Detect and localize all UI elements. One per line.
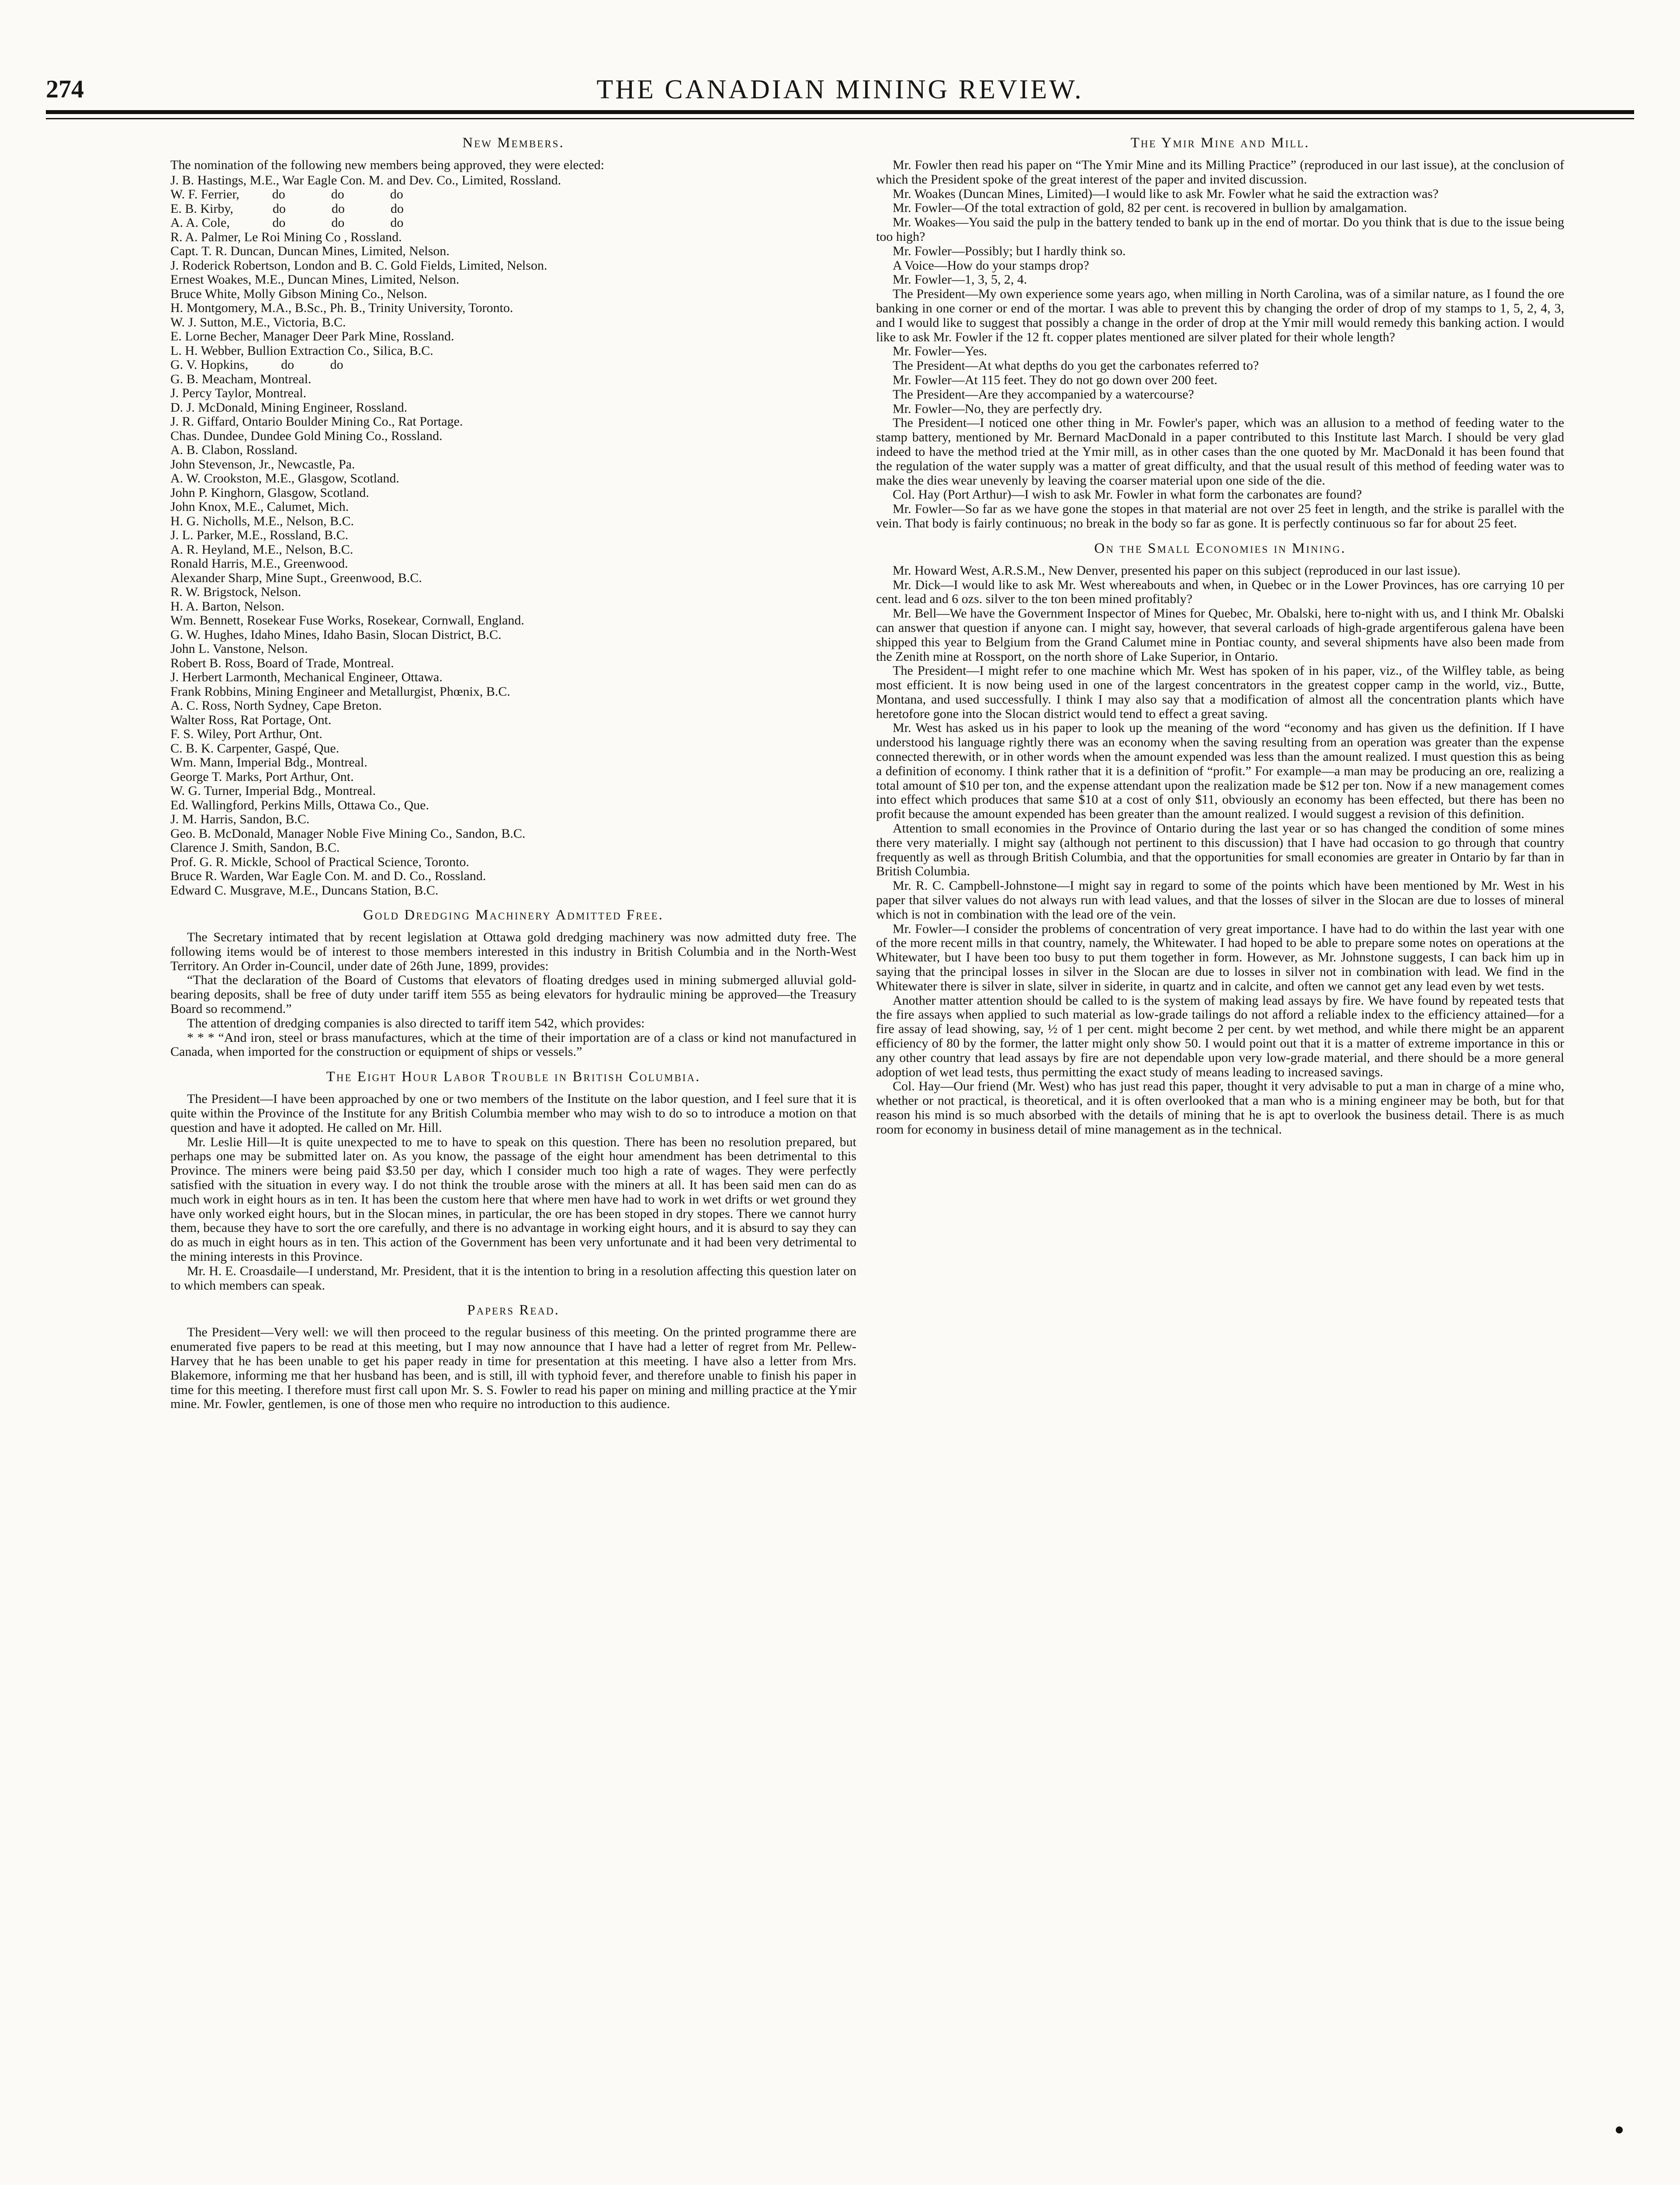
member-entry: A. R. Heyland, M.E., Nelson, B.C. xyxy=(170,542,353,557)
member-entry: Frank Robbins, Mining Engineer and Metallurgist, Phœnix, B.C. xyxy=(170,684,510,699)
member-entry: W. G. Turner, Imperial Bdg., Montreal. xyxy=(170,784,376,798)
member-entry: H. G. Nicholls, M.E., Nelson, B.C. xyxy=(170,513,354,528)
eight-hour-body xyxy=(170,1092,856,1293)
member-entry: Geo. B. McDonald, Manager Noble Five Mining Co., Sandon, B.C. xyxy=(170,826,526,841)
member-entry: G. W. Hughes, Idaho Mines, Idaho Basin, Slocan District, B.C. xyxy=(170,627,502,642)
member-entry: Alexander Sharp, Mine Supt., Greenwood, B.C. xyxy=(170,570,422,585)
paragraph: Mr. Fowler—At 115 feet. They do not go down over 200 feet. xyxy=(893,372,1218,387)
paragraph: Mr. R. C. Campbell-Johnstone—I might say in regard to some of the points which have been mentioned by Mr. West in his paper that silver values do not always run with lead values, and that the losses of silver in the Slocan are due to losses of mineral which is not in combination with the lead ore of the vein. xyxy=(876,878,1564,922)
paragraph: The President—At what depths do you get the carbonates referred to? xyxy=(893,358,1259,373)
member-entry: E. Lorne Becher, Manager Deer Park Mine, Rossland. xyxy=(170,329,454,343)
paragraph: Mr. Bell—We have the Government Inspector of Mines for Quebec, Mr. Obalski, here to-night with us, and I think Mr. Obalski can answer that question if anyone can. I might say, however, that several carloads of high-grade argentiferous galena have been shipped this year to Belgium from the Grand Calumet mine in Pontiac county, and several shipments have also been made from the Zenith mine at Rossport, on the north shore of Lake Superior, in Ontario. xyxy=(876,606,1564,664)
member-entry: W. J. Sutton, M.E., Victoria, B.C. xyxy=(170,315,346,329)
member-entry: J. Percy Taylor, Montreal. xyxy=(170,386,307,400)
section-title-gold-dredging: Gold Dredging Machinery Admitted Free. xyxy=(363,907,664,923)
member-entry: Bruce White, Molly Gibson Mining Co., Nelson. xyxy=(170,286,427,301)
member-entry: Edward C. Musgrave, M.E., Duncans Station, B.C. xyxy=(170,883,439,898)
paragraph: Mr. Leslie Hill—It is quite unexpected to me to have to speak on this question. There has been no resolution prepared, but perhaps one may be submitted later on. As you know, the passage of the eight hour amendment has been detrimental to this Province. The miners were being paid $3.50 per day, which I consider much too high a rate of wages. They were perfectly satisfied with the situation in every way. I do not think the trouble arose with the miners at all. It has been said men can do as much work in eight hours as in ten. It has been the custom here that where men have had to work in wet drifts or wet ground they have only worked eight hours, but in the Slocan mines, in particular, the ore has been stoped in dry stopes. There we cannot hurry them, because they have to sort the ore carefully, and there is no advantage in working eight hours, and it is absurd to say they can do as much in eight hours as in ten. This action of the Government has been very unfortunate and it had been very detrimental to the mining interests in this Province. xyxy=(170,1134,856,1264)
paragraph: The President—I noticed one other thing in Mr. Fowler's paper, which was an allusion to a method of feeding water to the stamp battery, mentioned by Mr. Bernard MacDonald in a paper contributed to this Institute last March. I should be very glad indeed to have the method tried at the Ymir mill, as in other cases than the one quoted by Mr. MacDonald it has been found that the regulation of the water supply was a matter of great difficulty, and that the usual result of this method of feeding water was to make the dies wear unevenly by leaving the coarser material upon one side of the die. xyxy=(876,416,1564,488)
paragraph: Mr. Fowler—So far as we have gone the stopes in that material are not over 25 feet in length, and the strike is parallel with the vein. That body is fairly continuous; no break in the body so far as gone. It is perfectly continuous so far for about 25 feet. xyxy=(876,502,1564,531)
paragraph: A Voice—How do your stamps drop? xyxy=(893,258,1089,273)
member-entry: John L. Vanstone, Nelson. xyxy=(170,642,308,656)
ymir-body xyxy=(876,158,1564,531)
quoted-order: “That the declaration of the Board of Customs that elevators of floating dredges used in mining submerged alluvial gold-bearing deposits, shall be free of duty under tariff item 555 as being elevators for hydraulic mining be approved—the Treasury Board so recommend.” xyxy=(170,973,856,1016)
member-entry: Ed. Wallingford, Perkins Mills, Ottawa Co., Que. xyxy=(170,798,429,812)
member-entry: A. A. Cole, do do do xyxy=(170,215,404,230)
member-entry: J. L. Parker, M.E., Rossland, B.C. xyxy=(170,528,349,542)
papers-read-body xyxy=(170,1325,856,1412)
page-number: 274 xyxy=(46,75,84,103)
paragraph: The President—I might refer to one machine which Mr. West has spoken of in his paper, viz., of the Wilfley table, as being most efficient. It is now being used in one of the largest concentrators in the greatest copper camp in the world, viz., Butte, Montana, and used successfully. I think I may also say that a modification of almost all the concentration plants which have heretofore gone into the Slocan district would tend to effect a great saving. xyxy=(876,663,1564,721)
member-entry: J. R. Giffard, Ontario Boulder Mining Co., Rat Portage. xyxy=(170,414,463,429)
paragraph: Mr. Dick—I would like to ask Mr. West whereabouts and when, in Quebec or in the Lower Provinces, has ore carrying 10 per cent. lead and 6 ozs. silver to the ton been mined profitably? xyxy=(876,577,1564,607)
paragraph: Mr. Fowler—Of the total extraction of gold, 82 per cent. is recovered in bullion by amalgamation. xyxy=(893,201,1407,215)
members-list xyxy=(170,173,856,898)
paragraph: Mr. Fowler—Yes. xyxy=(893,344,987,359)
paragraph: Mr. Fowler—I consider the problems of concentration of very great importance. I have had to do within the last year with one of the more recent mills in that country, namely, the Whitewater. I had hoped to be able to prepare some notes on operations at the Whitewater, but I have been too busy to put them together in form. However, as Mr. Johnstone suggests, I can back him up in saying that the principal losses in silver in the Slocan are due to losses in silver not in combination with lead. We find in the Whitewater there is silver in slate, silver in siderite, in quartz and in calcite, and often we cannot get any lead even by wet tests. xyxy=(876,921,1564,993)
paragraph: The President—I have been approached by one or two members of the Institute on the labor question, and I feel sure that it is quite within the Province of the Institute for any British Columbia member who may wish to do so to introduce a motion on that question and have it adopted. He called on Mr. Hill. xyxy=(170,1092,856,1135)
section-title-papers-read: Papers Read. xyxy=(467,1302,560,1318)
member-entry: Ronald Harris, M.E., Greenwood. xyxy=(170,556,348,571)
member-entry: J. M. Harris, Sandon, B.C. xyxy=(170,812,310,826)
gold-dredging-body xyxy=(170,930,856,1059)
member-entry: George T. Marks, Port Arthur, Ont. xyxy=(170,769,354,784)
paragraph: Mr. Fowler—1, 3, 5, 2, 4. xyxy=(893,272,1027,287)
member-entry: John Stevenson, Jr., Newcastle, Pa. xyxy=(170,457,355,472)
member-entry: R. A. Palmer, Le Roi Mining Co , Rossland. xyxy=(170,229,402,244)
paragraph: Mr. Woakes (Duncan Mines, Limited)—I would like to ask Mr. Fowler what he said the extraction was? xyxy=(893,186,1439,201)
paragraph: The attention of dredging companies is also directed to tariff item 542, which provides: xyxy=(187,1016,645,1030)
new-members-intro: The nomination of the following new members being approved, they were elected: xyxy=(170,158,605,172)
quoted-tariff: * * * “And iron, steel or brass manufactures, which at the time of their importation are of a class or kind not manufactured in Canada, when imported for the construction or equipment of ships or vessels.” xyxy=(170,1030,856,1059)
member-entry: G. V. Hopkins, do do xyxy=(170,357,343,372)
member-entry: Wm. Bennett, Rosekear Fuse Works, Rosekear, Cornwall, England. xyxy=(170,613,524,628)
member-entry: Prof. G. R. Mickle, School of Practical Science, Toronto. xyxy=(170,854,469,869)
paragraph: The President—Are they accompanied by a watercourse? xyxy=(893,387,1194,402)
member-entry: A. B. Clabon, Rossland. xyxy=(170,443,298,457)
left-column xyxy=(170,133,856,2185)
paragraph: Mr. Woakes—You said the pulp in the battery tended to bank up in the end of mortar. Do you think that is due to the issue being too high? xyxy=(876,215,1564,244)
section-title-new-members: New Members. xyxy=(462,135,565,151)
member-entry: L. H. Webber, Bullion Extraction Co., Silica, B.C. xyxy=(170,343,433,358)
paragraph: Another matter attention should be called to is the system of making lead assays by fire. We have found by repeated tests that the fire assays when applied to such material as low-grade tailings do not afford a reliable index to the efficiency attained—for a fire assay of lead showing, say, ½ of 1 per cent. might become 2 per cent. by wet method, and while there might be an apparent efficiency of 80 by the former, the latter might only show 50. I would point out that it is a matter of extreme importance in this or any other country that lead assays by fire are not dependable upon very low-grade material, and there should be a more general adoption of wet lead tests, thus permitting the exact study of means leading to increased savings. xyxy=(876,993,1564,1079)
paragraph: Mr. Howard West, A.R.S.M., New Denver, presented his paper on this subject (reproduced in our last issue). xyxy=(893,563,1461,578)
paragraph: The President—Very well: we will then proceed to the regular business of this meeting. On the printed programme there are enumerated five papers to be read at this meeting, but I may now announce that I have had a letter of regret from Mr. Pellew-Harvey that he has been unable to get his paper ready in time for presentation at this meeting. I have also a letter from Mrs. Blakemore, informing me that her husband has been, and is still, ill with typhoid fever, and therefore unable to finish his paper in time for this meeting. I therefore must first call upon Mr. S. S. Fowler to read his paper on mining and milling practice at the Ymir mine. Mr. Fowler, gentlemen, is one of those men who require no introduction to this audience. xyxy=(170,1325,856,1412)
header-rule-thin xyxy=(46,118,1634,119)
member-entry: Capt. T. R. Duncan, Duncan Mines, Limited, Nelson. xyxy=(170,244,450,258)
paragraph: Col. Hay—Our friend (Mr. West) who has just read this paper, thought it very advisable to put a man in charge of a mine who, whether or not practical, is theoretical, and it is often overlooked that a man who is a mining engineer may be both, but for that reason his mind is so much absorbed with the details of mining that he is apt to overlook the business detail. There is as much room for economy in business detail of mine management as in the technical. xyxy=(876,1079,1564,1137)
paragraph: The President—My own experience some years ago, when milling in North Carolina, was of a similar nature, as I found the ore banking in one corner or end of the mortar. I was able to prevent this by changing the order of drop of my stamps to 1, 5, 2, 4, 3, and I would like to suggest that possibly a change in the order of drop at the Ymir mill would remedy this banking action. I would like to ask Mr. Fowler if the 12 ft. copper plates mentioned are silver plated for their whole length? xyxy=(876,287,1564,344)
section-title-ymir: The Ymir Mine and Mill. xyxy=(1130,135,1310,151)
member-entry: A. W. Crookston, M.E., Glasgow, Scotland. xyxy=(170,471,399,486)
section-title-eight-hour: The Eight Hour Labor Trouble in British Columbia. xyxy=(326,1069,701,1085)
member-entry: H. A. Barton, Nelson. xyxy=(170,599,284,614)
member-entry: John Knox, M.E., Calumet, Mich. xyxy=(170,499,349,514)
paragraph: Mr. Fowler then read his paper on “The Ymir Mine and its Milling Practice” (reproduced in our last issue), at the conclusion of which the President spoke of the great interest of the paper and invited discussion. xyxy=(876,158,1564,187)
member-entry: J. B. Hastings, M.E., War Eagle Con. M. and Dev. Co., Limited, Rossland. xyxy=(170,173,561,187)
member-entry: J. Roderick Robertson, London and B. C. Gold Fields, Limited, Nelson. xyxy=(170,258,547,273)
member-entry: John P. Kinghorn, Glasgow, Scotland. xyxy=(170,485,369,500)
paragraph: Mr. West has asked us in his paper to look up the meaning of the word “economy and has given us the definition. If I have understood his language rightly there was an economy when the saving resulting from an operation was greater than the expense connected therewith, or in other words when the amount expended was less than the amount realized. I must question this as being a definition of economy. I think rather that it is a definition of “profit.” For example—a man may be producing an ore, realizing a total amount of $10 per ton, and the expense attendant upon the realization made be $12 per ton. Now if a new management comes into effect which produces that same $10 at a cost of only $11, obviously an economy has been effected, but there has been no profit because the amount expended has been greater than the amount realized. I would suggest a revision of this definition. xyxy=(876,721,1564,822)
member-entry: Clarence J. Smith, Sandon, B.C. xyxy=(170,840,340,855)
member-entry: A. C. Ross, North Sydney, Cape Breton. xyxy=(170,698,382,713)
member-entry: Wm. Mann, Imperial Bdg., Montreal. xyxy=(170,755,367,770)
small-economies-body xyxy=(876,564,1564,1137)
paragraph: Mr. Fowler—Possibly; but I hardly think so. xyxy=(893,243,1126,258)
right-column xyxy=(876,133,1564,2185)
stray-dot-mark xyxy=(1616,2126,1623,2133)
masthead-title: THE CANADIAN MINING REVIEW. xyxy=(596,75,1084,104)
member-entry: E. B. Kirby, do do do xyxy=(170,201,404,216)
member-entry: Bruce R. Warden, War Eagle Con. M. and D. Co., Rossland. xyxy=(170,869,486,883)
member-entry: D. J. McDonald, Mining Engineer, Rossland. xyxy=(170,400,408,415)
paragraph: Attention to small economies in the Province of Ontario during the last year or so has changed the condition of some mines there very materially. I might say (although not pertinent to this discussion) that I have had occasion to go through that country frequently as well as through British Columbia, and that the opportunities for small economies are greater in Ontario by far than in British Columbia. xyxy=(876,821,1564,879)
paragraph: Mr. Fowler—No, they are perfectly dry. xyxy=(893,401,1102,416)
paragraph: The Secretary intimated that by recent legislation at Ottawa gold dredging machinery was now admitted duty free. The following items would be of interest to those members interested in this industry in British Columbia and in the North-West Territory. An Order in-Council, under date of 26th June, 1899, provides: xyxy=(170,930,856,973)
member-entry: Robert B. Ross, Board of Trade, Montreal. xyxy=(170,656,394,670)
member-entry: R. W. Brigstock, Nelson. xyxy=(170,585,301,599)
member-entry: J. Herbert Larmonth, Mechanical Engineer, Ottawa. xyxy=(170,670,443,684)
member-entry: H. Montgomery, M.A., B.Sc., Ph. B., Trinity University, Toronto. xyxy=(170,301,513,315)
member-entry: W. F. Ferrier, do do do xyxy=(170,187,403,201)
member-entry: F. S. Wiley, Port Arthur, Ont. xyxy=(170,727,322,741)
paragraph: Col. Hay (Port Arthur)—I wish to ask Mr. Fowler in what form the carbonates are found? xyxy=(893,487,1362,502)
paragraph: Mr. H. E. Croasdaile—I understand, Mr. President, that it is the intention to bring in a resolution affecting this question later on to which members can speak. xyxy=(170,1263,856,1293)
member-entry: Chas. Dundee, Dundee Gold Mining Co., Rossland. xyxy=(170,428,443,443)
member-entry: C. B. K. Carpenter, Gaspé, Que. xyxy=(170,741,339,756)
header-rule-thick xyxy=(46,110,1634,114)
section-title-small-economies: On the Small Economies in Mining. xyxy=(1094,540,1346,556)
member-entry: Ernest Woakes, M.E., Duncan Mines, Limited, Nelson. xyxy=(170,272,460,287)
member-entry: G. B. Meacham, Montreal. xyxy=(170,371,312,386)
member-entry: Walter Ross, Rat Portage, Ont. xyxy=(170,712,332,727)
